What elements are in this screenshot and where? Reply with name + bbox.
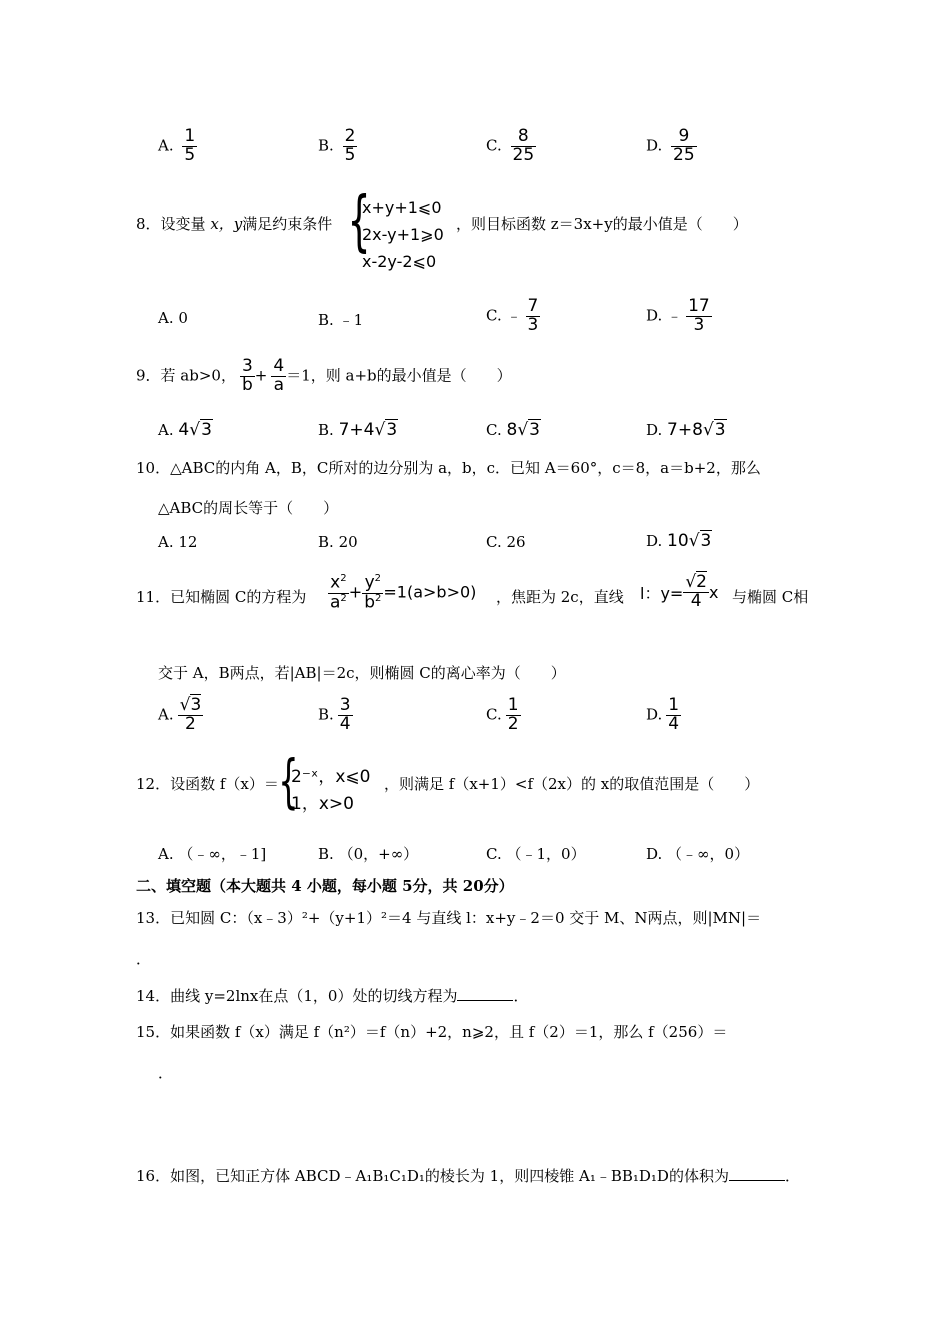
q10-option-a: A. 12: [158, 533, 198, 551]
brace-icon: {: [278, 747, 299, 815]
q8-option-a: A. 0: [158, 309, 188, 327]
q16-stem: 16．如图，已知正方体 ABCD﹣A₁B₁C₁D₁的棱长为 1，则四棱锥 A₁﹣BB₁D₁D的体积为 ．: [136, 1167, 800, 1185]
fraction: $\frac{7}{3}$: [527, 296, 539, 335]
q12-option-c: C. （﹣1，0）: [486, 845, 586, 863]
q7-option-c: C. $\frac{8}{25}$: [486, 126, 535, 165]
section-heading: 二、填空题（本大题共 4 小题，每小题 5分，共 20分）: [136, 877, 514, 895]
q14-stem: 14．曲线 y=2lnx在点（1，0）处的切线方程为 ．: [136, 987, 529, 1005]
fraction: $\frac{9}{25}$: [673, 126, 695, 165]
q8-constraints: x+y+1⩽0 2x-y+1⩾0 x-2y-2⩽0: [362, 198, 444, 271]
fraction: $\frac{1}{5}$: [184, 126, 196, 165]
q9-option-c: C. 8√3: [486, 420, 540, 440]
q9-option-a: A. 4√3: [158, 420, 212, 440]
q11-option-c: C. $\frac{1}{2}$: [486, 695, 519, 734]
q10-option-d: D. 10√3: [646, 531, 712, 551]
q11-stem-line2: 交于 A，B两点，若|AB|＝2c，则椭圆 C的离心率为（ ）: [158, 664, 566, 682]
q12-option-a: A. （﹣∞，﹣1]: [158, 845, 267, 863]
q7-option-d: D. $\frac{9}{25}$: [646, 126, 695, 165]
q7-option-b: B. $\frac{2}{5}$: [318, 126, 356, 165]
q12-stem-prefix: 12．设函数 f（x）＝: [136, 775, 279, 793]
q8-option-c: C. ﹣ $\frac{7}{3}$: [486, 296, 539, 335]
q11-line-equation: l：y= $\frac{√2}{4}$ x: [640, 572, 719, 611]
q8-stem-suffix: ，则目标函数 z＝3x+y的最小值是（ ）: [456, 215, 748, 233]
q12-piecewise: 2⁻ˣ，x⩽0 1，x>0: [291, 767, 371, 814]
q12-option-b: B. （0，+∞）: [318, 845, 419, 863]
q9-option-d: D. 7+8√3: [646, 420, 726, 440]
q13-stem: 13．已知圆 C：（x﹣3）²+（y+1）²＝4 与直线 l：x+y﹣2＝0 交于 M、N两点，则|MN|＝: [136, 909, 762, 927]
fraction: $\frac{2}{5}$: [344, 126, 356, 165]
q7-option-a: A. $\frac{1}{5}$: [158, 126, 196, 165]
fraction: $\frac{17}{3}$: [688, 296, 710, 335]
q15-stem: 15．如果函数 f（x）满足 f（n²）＝f（n）+2，n⩾2，且 f（2）＝1，那么 f（256）＝: [136, 1023, 728, 1041]
q9-stem: 9．若 ab>0， $\frac{3}{b}$ + $\frac{4}{a}$ ＝1，则 a+b的最小值是（ ）: [136, 356, 512, 395]
answer-blank[interactable]: [457, 986, 513, 1001]
q11-option-d: D. $\frac{1}{4}$: [646, 695, 680, 734]
q8-option-d: D. ﹣ $\frac{17}{3}$: [646, 296, 710, 335]
fraction: $\frac{8}{25}$: [512, 126, 535, 165]
q12-stem-suffix: ，则满足 f（x+1）<f（2x）的 x的取值范围是（ ）: [384, 775, 760, 793]
q9-option-b: B. 7+4√3: [318, 420, 398, 440]
q8-option-b: B. ﹣1: [318, 311, 364, 329]
q11-option-a: A. $\frac{√3}{2}$: [158, 695, 202, 734]
q8-stem-prefix: 8．设变量 x，y满足约束条件: [136, 215, 333, 233]
q13-stem-end: ．: [136, 950, 152, 968]
q10-option-b: B. 20: [318, 533, 358, 551]
answer-blank[interactable]: [729, 1166, 785, 1181]
brace-icon: {: [347, 182, 371, 259]
q10-option-c: C. 26: [486, 533, 526, 551]
q15-stem-end: ．: [158, 1064, 174, 1082]
q11-stem-suffix: 与椭圆 C相: [732, 588, 809, 606]
q11-option-b: B. $\frac{3}{4}$: [318, 695, 351, 734]
q11-ellipse-equation: $\frac{x^2}{a^2}$ + $\frac{y^2}{b^2}$ =1(a>b>0): [330, 572, 477, 613]
q11-stem-mid: ，焦距为 2c，直线: [496, 588, 624, 606]
q10-stem-line1: 10．△ABC的内角 A，B，C所对的边分别为 a，b，c．已知 A＝60°，c＝8，a＝b+2，那么: [136, 459, 761, 477]
q11-stem-prefix: 11．已知椭圆 C的方程为: [136, 588, 307, 606]
q12-option-d: D. （﹣∞，0）: [646, 845, 750, 863]
q10-stem-line2: △ABC的周长等于（ ）: [158, 499, 339, 517]
